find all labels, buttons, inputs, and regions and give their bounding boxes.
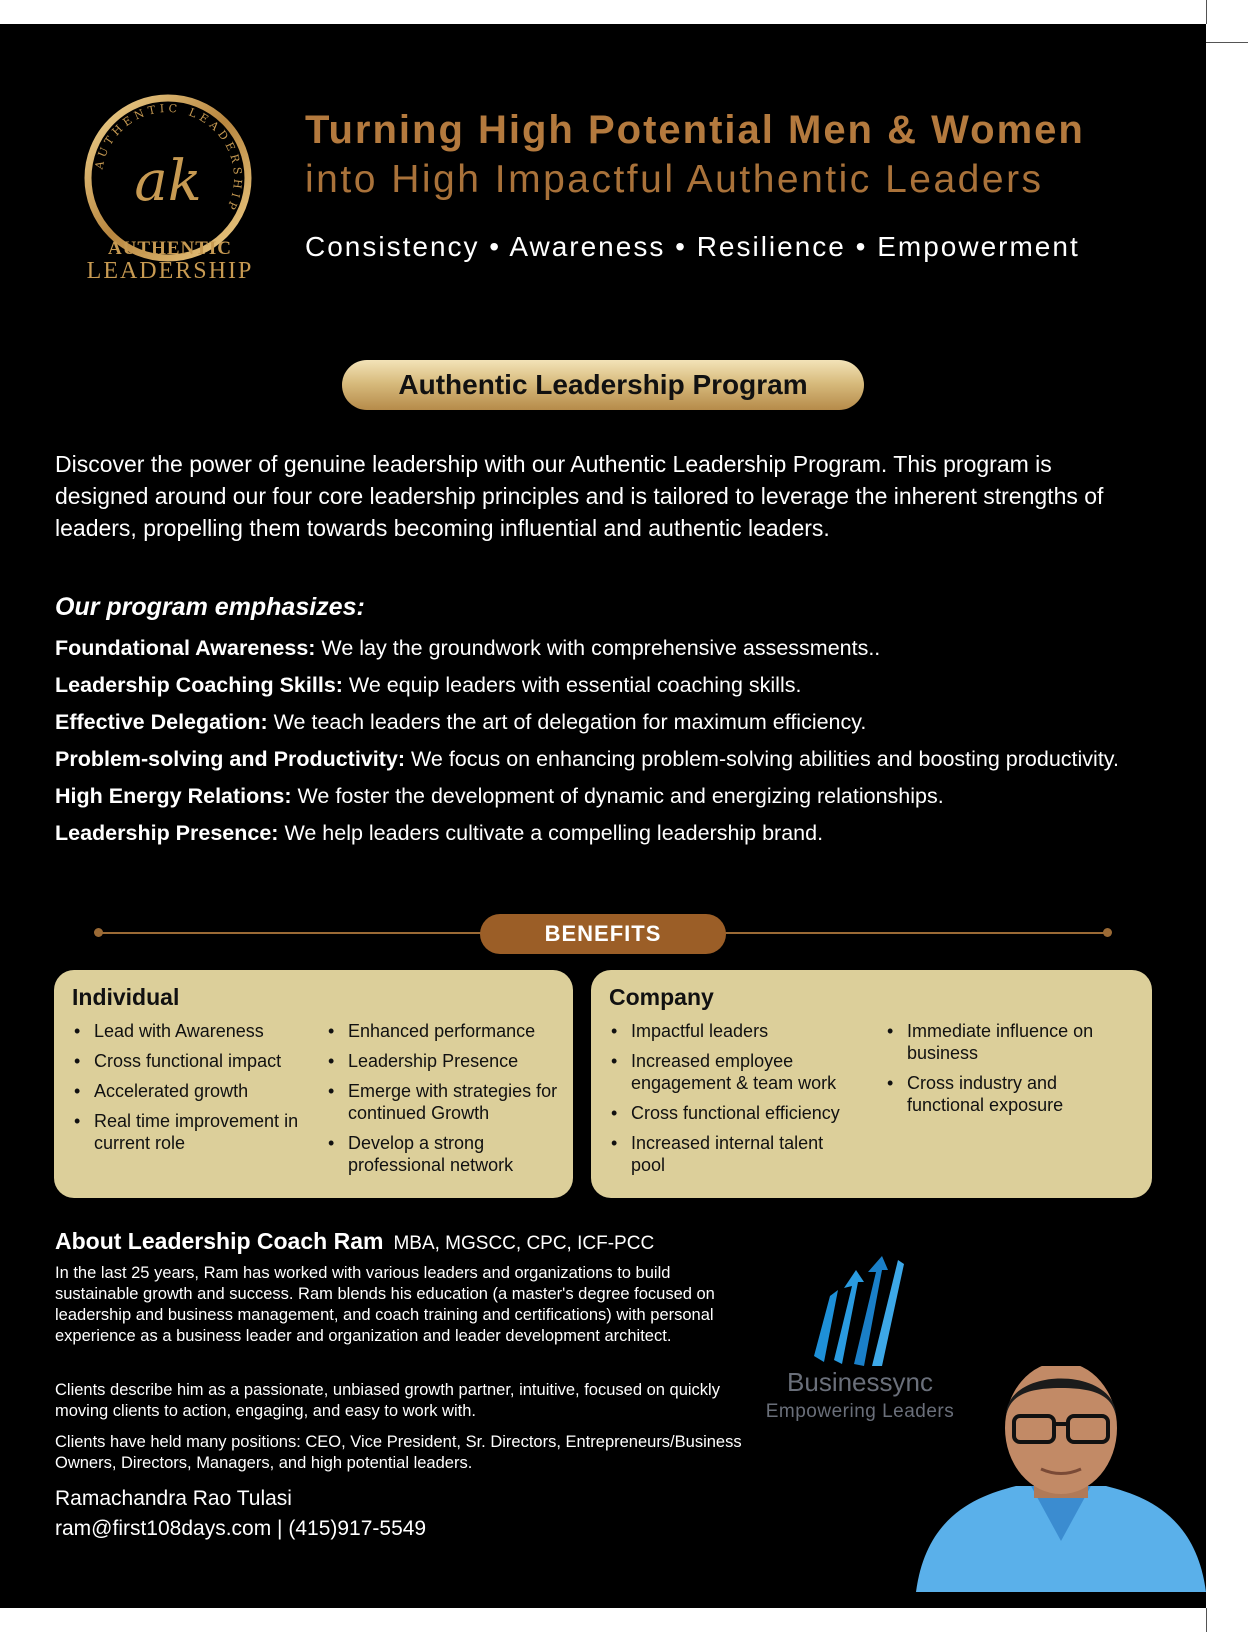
company-col-1 [609,1020,861,1184]
program-intro: Discover the power of genuine leadership with our Authentic Leadership Program. This program is designed around our four core leadership principles and is tailored to leverage the inherent strengths of leaders, propelling them towards becoming influential and authentic leaders. [55,451,1104,541]
emphasis-heading: Our program emphasizes: [55,593,365,621]
emphasis-item: Effective Delegation: We teach leaders the art of delegation for maximum efficiency. [55,710,867,734]
benefits-banner [480,914,726,954]
company-benefits-card [591,970,1152,1198]
about-paragraph-2: Clients describe him as a passionate, unbiased growth partner, intuitive, focused on quickly moving clients to action, engaging, and easy to work with. [55,1381,720,1420]
headline-line-1: Turning High Potential Men & Women [305,108,1085,152]
trim-mark [1206,42,1248,43]
trim-mark [1206,1608,1207,1632]
emphasis-item: Leadership Coaching Skills: We equip leaders with essential coaching skills. [55,673,802,697]
list-item: • Leadership Presence [326,1050,564,1072]
brand-tagline: Empowering Leaders [765,1401,955,1422]
about-paragraph-3: Clients have held many positions: CEO, Vice President, Sr. Directors, Entrepreneurs/Business Owners, Directors, Managers, and high potential leaders. [55,1433,742,1472]
headline-line-2: into High Impactful Authentic Leaders [305,158,1044,201]
list-item: • Develop a strong professional network [326,1132,564,1176]
trim-mark [1206,0,1207,24]
list-item: • Increased internal talent pool [609,1132,861,1176]
individual-benefits-card [54,970,573,1198]
list-item: • Cross functional impact [72,1050,304,1072]
program-title: Authentic Leadership Program [398,369,808,400]
list-item: • Immediate influence on business [885,1020,1121,1064]
company-heading: Company [609,984,714,1010]
coach-name: Ramachandra Rao Tulasi [55,1487,292,1510]
about-heading: About Leadership Coach Ram MBA, MGSCC, CPC, ICF-PCC [55,1228,655,1254]
list-item: • Enhanced performance [326,1020,564,1042]
divider-line [724,932,1106,934]
individual-col-2 [326,1020,564,1184]
list-item: • Lead with Awareness [72,1020,304,1042]
list-item: • Increased employee engagement & team work [609,1050,861,1094]
individual-heading: Individual [72,984,180,1010]
svg-text:AUTHENTIC LEADERSHIP: AUTHENTIC LEADERSHIP [92,101,245,215]
list-item: • Emerge with strategies for continued Growth [326,1080,564,1124]
businessync-logo-icon [812,1256,904,1366]
emphasis-item: Leadership Presence: We help leaders cultivate a compelling leadership brand. [55,821,824,845]
list-item: • Impactful leaders [609,1020,861,1042]
divider-line [100,932,482,934]
contact-info[interactable]: ram@first108days.com | (415)917-5549 [55,1517,427,1540]
logo-word-leadership: LEADERSHIP [86,258,254,284]
about-paragraph-1: In the last 25 years, Ram has worked with various leaders and organizations to build sustainable growth and success. Ram blends his education (a master's degree focused on leadership and business management, and coach training and certifications) with personal experience as a business leader and organization and leader development architect. [55,1264,715,1345]
individual-col-1 [72,1020,304,1162]
emphasis-item: Foundational Awareness: We lay the groundwork with comprehensive assessments.. [55,636,881,660]
core-values: Consistency • Awareness • Resilience • Empowerment [305,231,1080,262]
svg-text:ak: ak [134,149,202,214]
logo-word-authentic: AUTHENTIC [107,238,233,259]
emphasis-item: High Energy Relations: We foster the development of dynamic and energizing relationships. [55,784,944,808]
company-col-2 [885,1020,1121,1124]
program-title-banner [342,360,864,410]
list-item: • Accelerated growth [72,1080,304,1102]
benefits-title: BENEFITS [544,921,662,946]
divider-dot [1103,928,1112,937]
emphasis-item: Problem-solving and Productivity: We focus on enhancing problem-solving abilities and boosting productivity. [55,747,1119,771]
list-item: • Cross industry and functional exposure [885,1072,1121,1116]
credentials: MBA, MGSCC, CPC, ICF-PCC [393,1233,655,1254]
list-item: • Real time improvement in current role [72,1110,304,1154]
list-item: • Cross functional efficiency [609,1102,861,1124]
coach-portrait [916,1366,1206,1592]
emphasis-list [55,633,1145,855]
brand-name: Businessync [787,1367,933,1397]
